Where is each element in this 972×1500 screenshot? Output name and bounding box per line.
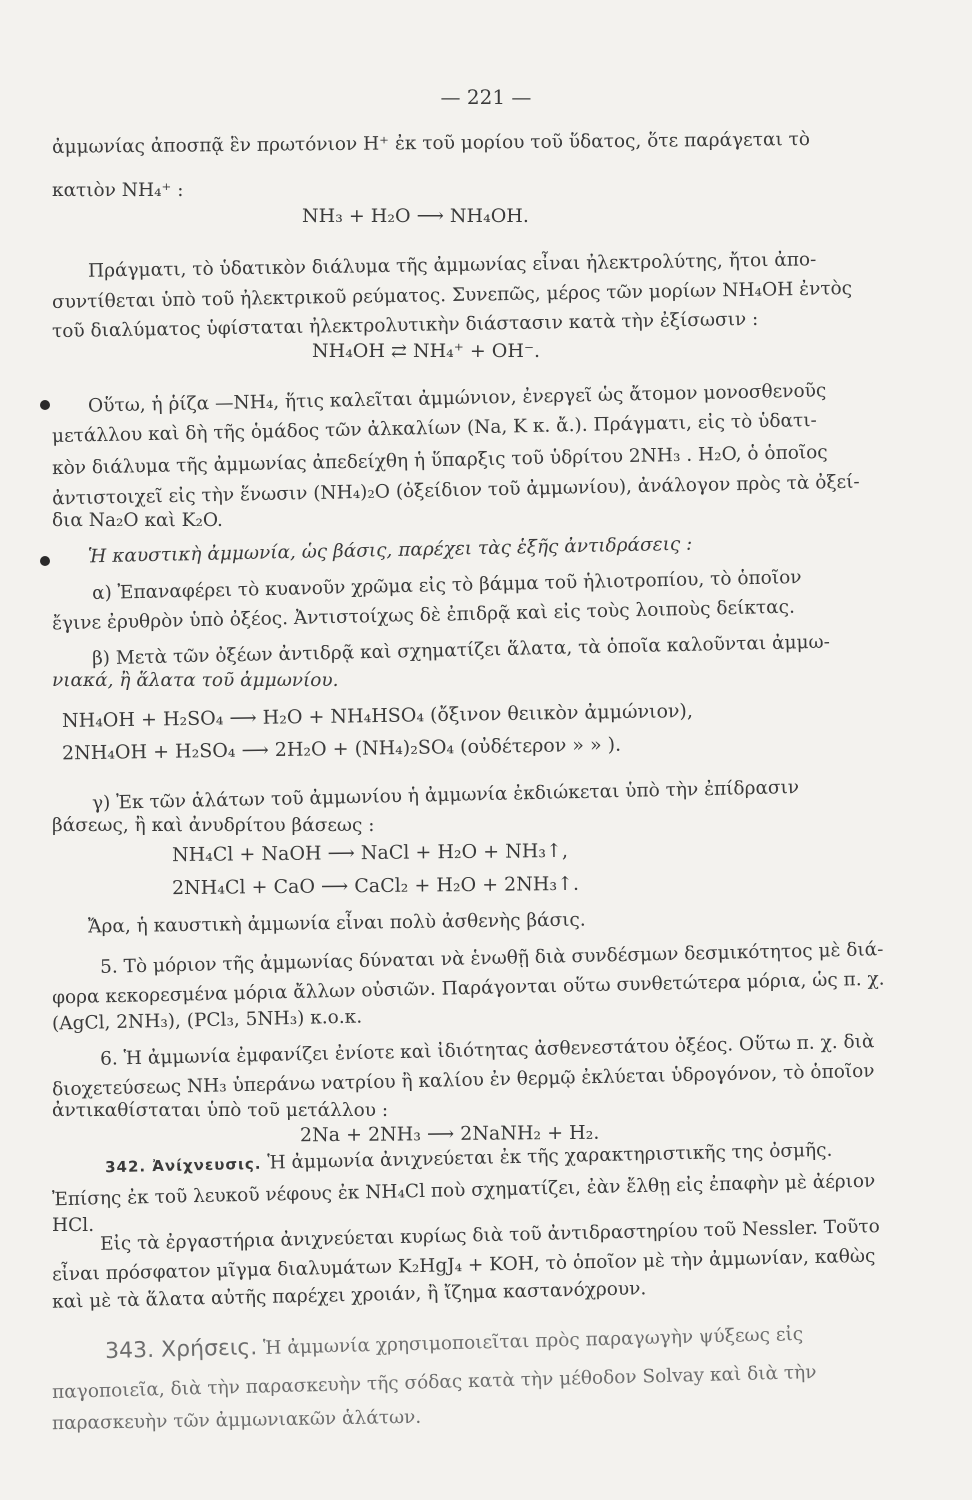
text-line: Οὕτω, ἡ ῥίζα —NH₄, ἥτις καλεῖται ἀμμώνιον, ἐνεργεῖ ὡς ἄτομον μονοσθενοῦς xyxy=(87,380,827,417)
text-line: Ἄρα, ἡ καυστικὴ ἀμμωνία εἶναι πολὺ ἀσθενὴς βάσις. xyxy=(87,909,586,938)
equation: 2NH₄OH + H₂SO₄ ⟶ 2H₂O + (NH₄)₂SO₄ (οὐδέτερον » » ). xyxy=(61,733,622,765)
text-line: Ἡ ἀμμωνία ἀνιχνεύεται ἐκ τῆς χαρακτηριστικῆς της ὀσμῆς. xyxy=(267,1139,833,1174)
text-line: ἔγινε ἐρυθρὸν ὑπὸ ὀξέος. Ἀντιστοίχως δὲ ἐπιδρᾷ καὶ εἰς τοὺς λοιποὺς δείκτας. xyxy=(51,596,796,635)
text-line: α) Ἐπαναφέρει τὸ κυανοῦν χρῶμα εἰς τὸ βάμμα τοῦ ἡλιοτροπίου, τὸ ὁποῖον xyxy=(91,566,802,605)
text-line: παρασκευὴν τῶν ἀμμωνιακῶν ἁλάτων. xyxy=(51,1406,422,1435)
equation: NH₄OH + H₂SO₄ ⟶ H₂O + NH₄HSO₄ (ὄξινον θειικὸν ἀμμώνιον), xyxy=(61,700,694,732)
text-line: κατιὸν NH₄⁺ : xyxy=(52,180,184,201)
text-line: παγοποιεῖα, διὰ τὴν παρασκευὴν τῆς σόδας κατὰ τὴν μέθοδον Solvay καὶ διὰ τὴν xyxy=(51,1361,817,1404)
text-line: βάσεως, ἢ καὶ ἀνυδρίτου βάσεως : xyxy=(52,815,375,836)
text-line: ἀντικαθίσταται ὑπὸ τοῦ μετάλλου : xyxy=(52,1100,389,1121)
text-line: καὶ μὲ τὰ ἅλατα αὐτῆς παρέχει χροιάν, ἢ ἴζημα καστανόχρουν. xyxy=(51,1278,647,1313)
text-line: Εἰς τὰ ἐργαστήρια ἀνιχνεύεται κυρίως διὰ τοῦ ἀντιδραστηρίου τοῦ Nessler. Τοῦτο xyxy=(99,1216,881,1255)
text-line: μετάλλου καὶ δὴ τῆς ὁμάδος τῶν ἀλκαλίων (Na, K κ. ἄ.). Πράγματι, εἰς τὸ ὑδατι- xyxy=(51,409,817,448)
text-line: HCl. xyxy=(52,1215,95,1236)
bullet-marker xyxy=(40,556,50,566)
text-line: διοχετεύσεως NH₃ ὑπεράνω νατρίου ἢ καλίου ἐν θερμῷ ἐκλύεται ὑδρογόνον, τὸ ὁποῖον xyxy=(51,1060,875,1101)
text-line: κὸν διάλυμα τῆς ἀμμωνίας ἀπεδείχθη ἡ ὕπαρξις τοῦ ὑδρίτου 2NH₃ . H₂O, ὁ ὁποῖος xyxy=(51,441,828,480)
section-343-line xyxy=(105,1321,804,1366)
text-line: (AgCl, 2NH₃), (PCl₃, 5NH₃) κ.ο.κ. xyxy=(51,1006,363,1035)
text-line: γ) Ἐκ τῶν ἁλάτων τοῦ ἀμμωνίου ἡ ἀμμωνία ἐκδιώκεται ὑπὸ τὴν ἐπίδρασιν xyxy=(91,776,800,815)
equation: 2NH₄Cl + CaO ⟶ CaCl₂ + H₂O + 2NH₃↑. xyxy=(171,872,580,900)
page-number: — 221 — xyxy=(440,85,532,109)
text-line: 5. Τὸ μόριον τῆς ἀμμωνίας δύναται νὰ ἑνωθῇ διὰ συνδέσμων δεσμικότητος μὲ διά- xyxy=(99,939,884,978)
equation: NH₄OH ⇄ NH₄⁺ + OH⁻. xyxy=(312,340,541,362)
equation: NH₄Cl + NaOH ⟶ NaCl + H₂O + NH₃↑, xyxy=(171,839,569,867)
section-heading: 342. Ἀνίχνευσις. xyxy=(104,1154,262,1177)
text-line: β) Μετὰ τῶν ὀξέων ἀντιδρᾷ καὶ σχηματίζει ἅλατα, τὰ ὁποῖα καλοῦνται ἀμμω- xyxy=(91,631,831,670)
equation: 2Na + 2NH₃ ⟶ 2NaNH₂ + H₂. xyxy=(299,1121,600,1147)
bullet-marker xyxy=(40,400,50,410)
text-line: ἀμμωνίας ἀποσπᾷ ἓν πρωτόνιον H⁺ ἐκ τοῦ μορίου τοῦ ὕδατος, ὅτε παράγεται τὸ xyxy=(51,129,811,158)
text-line: δια Na₂O καὶ K₂O. xyxy=(52,510,223,531)
text-line: συντίθεται ὑπὸ τοῦ ἠλεκτρικοῦ ρεύματος. Συνεπῶς, μέρος τῶν μορίων NH₄OH ἐντὸς xyxy=(51,278,853,313)
text-line: Ἐπίσης ἐκ τοῦ λευκοῦ νέφους ἐκ NH₄Cl ποὺ σχηματίζει, ἐὰν ἔλθῃ εἰς ἐπαφὴν μὲ ἀέριον xyxy=(51,1170,876,1211)
text-line: ἀντιστοιχεῖ εἰς τὴν ἕνωσιν (NH₄)₂O (ὀξείδιον τοῦ ἀμμωνίου), ἀνάλογον πρὸς τὰ ὀξεί- xyxy=(51,471,860,510)
text-line: φορα κεκορεσμένα μόρια ἄλλων οὐσιῶν. Παράγονται οὕτω συνθετώτερα μόρια, ὡς π. χ. xyxy=(51,968,885,1009)
text-line: νιακά, ἢ ἅλατα τοῦ ἀμμωνίου. xyxy=(52,670,339,691)
text-line: 6. Ἡ ἀμμωνία ἐμφανίζει ἐνίοτε καὶ ἰδιότητας ἀσθενεστάτου ὀξέος. Οὕτω π. χ. διὰ xyxy=(99,1031,875,1070)
equation: NH₃ + H₂O ⟶ NH₄OH. xyxy=(302,205,529,227)
text-line: Ἡ καυστικὴ ἀμμωνία, ὡς βάσις, παρέχει τὰς ἑξῆς ἀντιδράσεις : xyxy=(87,533,693,568)
text-line: Πράγματι, τὸ ὑδατικὸν διάλυμα τῆς ἀμμωνίας εἶναι ἠλεκτρολύτης, ἤτοι ἀπο- xyxy=(87,249,817,282)
text-line: εἶναι πρόσφατον μῖγμα διαλυμάτων K₂HgJ₄ + KOH, τὸ ὁποῖον μὲ τὴν ἀμμωνίαν, καθὼς xyxy=(51,1245,876,1286)
text-line: τοῦ διαλύματος ὑφίσταται ἠλεκτρολυτικὴν διάστασιν κατὰ τὴν ἐξίσωσιν : xyxy=(51,308,759,343)
text-line: Ἡ ἀμμωνία χρησιμοποιεῖται πρὸς παραγωγὴν ψύξεως εἰς xyxy=(262,1323,804,1359)
section-heading: 343. Χρήσεις. xyxy=(104,1335,258,1365)
